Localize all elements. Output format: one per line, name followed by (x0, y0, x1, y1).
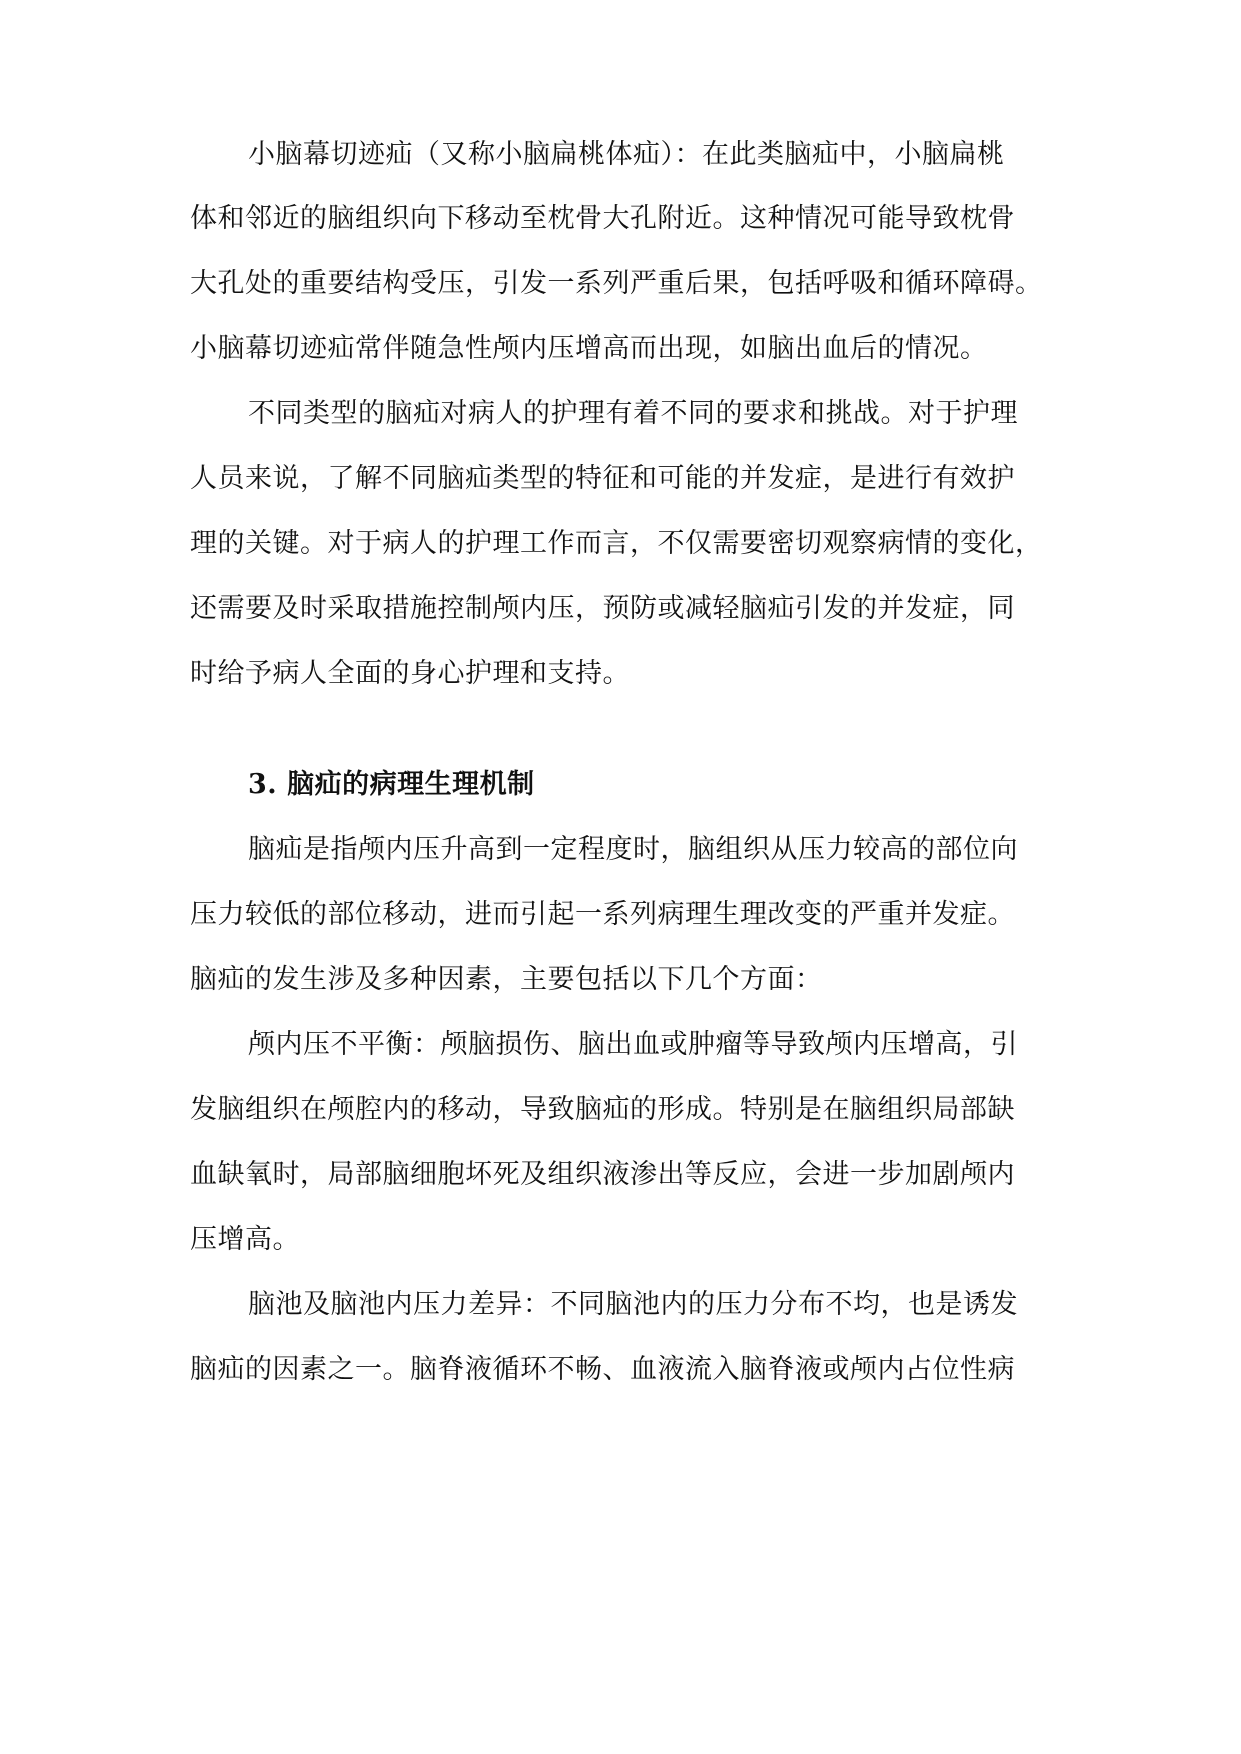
paragraph-line: 小脑幕切迹疝（又称小脑扁桃体疝）：在此类脑疝中，小脑扁桃 (248, 139, 1005, 170)
paragraph-line: 理的关键。对于病人的护理工作而言，不仅需要密切观察病情的变化， (190, 528, 1043, 559)
paragraph-line: 人员来说，了解不同脑疝类型的特征和可能的并发症，是进行有效护 (190, 463, 1015, 494)
paragraph-line: 脑疝的因素之一。脑脊液循环不畅、血液流入脑脊液或颅内占位性病 (190, 1354, 1015, 1385)
paragraph-line: 脑疝是指颅内压升高到一定程度时，脑组织从压力较高的部位向 (248, 834, 1018, 865)
paragraph-line: 还需要及时采取措施控制颅内压，预防或减轻脑疝引发的并发症，同 (190, 593, 1015, 624)
paragraph-line: 发脑组织在颅腔内的移动，导致脑疝的形成。特别是在脑组织局部缺 (190, 1094, 1015, 1125)
paragraph-line: 小脑幕切迹疝常伴随急性颅内压增高而出现，如脑出血后的情况。 (190, 333, 988, 364)
paragraph-line: 压增高。 (190, 1224, 300, 1255)
section-heading: 3. 脑疝的病理生理机制 (248, 769, 535, 800)
paragraph-line: 不同类型的脑疝对病人的护理有着不同的要求和挑战。对于护理 (248, 398, 1018, 429)
paragraph-line: 颅内压不平衡：颅脑损伤、脑出血或肿瘤等导致颅内压增高，引 (248, 1029, 1018, 1060)
paragraph-line: 脑疝的发生涉及多种因素，主要包括以下几个方面： (190, 964, 823, 995)
paragraph-line: 血缺氧时，局部脑细胞坏死及组织液渗出等反应，会进一步加剧颅内 (190, 1159, 1015, 1190)
paragraph-line: 大孔处的重要结构受压，引发一系列严重后果，包括呼吸和循环障碍。 (190, 268, 1043, 299)
paragraph-line: 体和邻近的脑组织向下移动至枕骨大孔附近。这种情况可能导致枕骨 (190, 203, 1015, 234)
paragraph-line: 时给予病人全面的身心护理和支持。 (190, 658, 630, 689)
paragraph-line: 压力较低的部位移动，进而引起一系列病理生理改变的严重并发症。 (190, 899, 1015, 930)
paragraph-line: 脑池及脑池内压力差异：不同脑池内的压力分布不均，也是诱发 (248, 1289, 1018, 1320)
